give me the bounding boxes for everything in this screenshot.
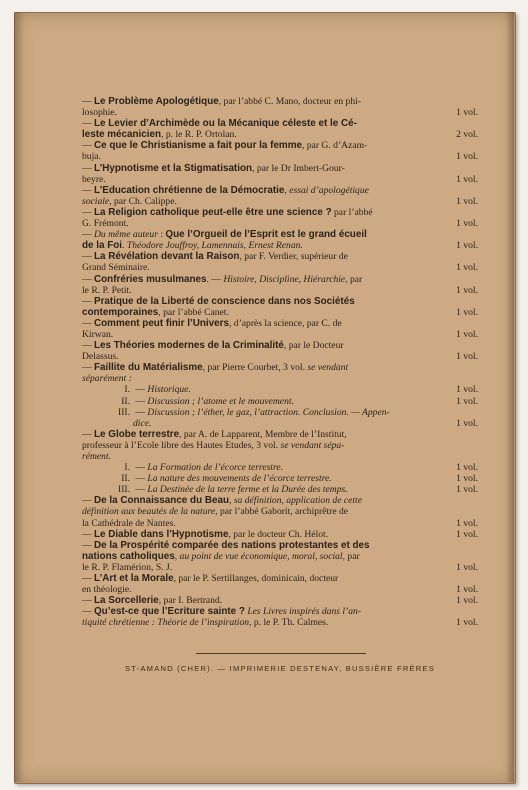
book-title: L’Art et la Morale xyxy=(94,573,174,585)
catalogue-line xyxy=(82,362,478,373)
book-title: Qu’est-ce que l’Ecriture sainte ? xyxy=(94,606,245,618)
catalogue-line xyxy=(82,540,478,551)
volume-count: 1 vol. xyxy=(456,107,478,119)
text-segment: — xyxy=(82,528,94,540)
catalogue-line xyxy=(82,429,478,440)
catalogue-line xyxy=(82,495,478,506)
book-title: La Sorcellerie xyxy=(94,595,159,607)
text-segment: — xyxy=(133,473,148,485)
catalogue-line xyxy=(82,562,478,573)
text-segment: — xyxy=(133,395,148,407)
catalogue-line xyxy=(82,506,478,517)
catalogue-line xyxy=(82,262,478,273)
catalogue-line xyxy=(82,551,478,562)
book-title: Le Diable dans l’Hypnotisme xyxy=(94,528,229,540)
author-text: , xyxy=(284,184,290,196)
catalogue-line xyxy=(82,462,478,473)
book-title: Le Problème Apologétique xyxy=(94,96,219,107)
volume-count: 1 vol. xyxy=(456,395,478,407)
printer-imprint: ST-AMAND (CHER). — IMPRIMERIE DESTENAY, BUSSIÈRE FRÈRES xyxy=(124,664,436,673)
author-text: , d’après la science, par C. de xyxy=(228,317,342,329)
italic-text: rément. xyxy=(82,451,112,462)
text-segment: — xyxy=(82,340,94,352)
text-segment: — xyxy=(82,273,94,285)
text-segment: — xyxy=(82,317,94,329)
catalogue-line xyxy=(82,384,478,395)
text-segment: — xyxy=(82,162,94,174)
volume-count: 1 vol. xyxy=(456,240,478,252)
italic-text: dice. xyxy=(133,417,152,429)
catalogue-line xyxy=(82,418,478,429)
catalogue-line xyxy=(82,351,478,362)
author-text: , par le Docteur xyxy=(283,340,344,352)
book-title: Le Globe terrestre xyxy=(94,428,180,440)
text-segment: professeur à l’Ecole libre des Hautes Etudes, 3 vol. xyxy=(82,439,281,451)
catalogue-line xyxy=(82,473,478,484)
author-text: , par G. d’Azam- xyxy=(301,140,368,152)
catalogue-line xyxy=(82,529,478,540)
book-title: Que l’Orgueil de l’Esprit est le grand écueil xyxy=(165,229,367,241)
book-title: Confréries musulmanes xyxy=(94,273,207,285)
section-number: III. xyxy=(118,406,130,418)
catalogue-line xyxy=(82,196,478,207)
book-title: Ce que le Christianisme a fait pour la femme xyxy=(94,140,302,152)
author-text: . xyxy=(122,240,127,252)
volume-count: 1 vol. xyxy=(456,173,478,185)
catalogue-line xyxy=(82,174,478,185)
text-segment: — xyxy=(82,295,94,307)
text-segment: losophie. xyxy=(82,107,117,119)
text-segment: beyre. xyxy=(82,173,106,185)
italic-text: séparément : xyxy=(82,373,132,385)
section-number: I. xyxy=(124,384,130,396)
book-title: L’Hypnotisme et la Stigmatisation xyxy=(94,162,253,174)
catalogue-line xyxy=(82,129,478,140)
italic-text: sa définition, application de cette xyxy=(233,495,362,507)
catalogue-line xyxy=(82,329,478,340)
italic-text: tiquité chrétienne : Théorie de l’inspiration xyxy=(82,617,250,629)
text-segment: — xyxy=(82,251,94,263)
italic-text: Théodore Jouffroy, Lamennais, Ernest Renan. xyxy=(126,240,303,252)
text-segment: en théologie. xyxy=(82,584,132,596)
book-title: De la Connaissance du Beau xyxy=(94,495,230,507)
author-text: . — xyxy=(206,273,224,285)
text-segment: le R. P. Petit. xyxy=(82,284,132,296)
author-text: par l’abbé xyxy=(331,206,373,218)
text-segment: — xyxy=(82,362,94,374)
catalogue-line xyxy=(82,240,478,251)
author-text: , par le P. Sertillanges, dominicain, docteur xyxy=(173,573,339,585)
italic-text: La nature des mouvements de l’écorce terrestre. xyxy=(147,473,332,485)
catalogue-line xyxy=(82,229,478,240)
catalogue-line xyxy=(82,584,478,595)
text-segment: — xyxy=(133,462,148,474)
volume-count: 1 vol. xyxy=(456,218,478,230)
text-segment: Delassus. xyxy=(82,351,119,363)
book-title: contemporaines xyxy=(82,306,159,318)
section-number: I. xyxy=(124,462,130,474)
text-segment: — xyxy=(82,206,94,218)
text-segment: — xyxy=(82,96,94,107)
volume-count: 2 vol. xyxy=(456,129,478,141)
book-title: La Religion catholique peut-elle être une science ? xyxy=(94,206,332,218)
book-title: Les Théories modernes de la Criminalité xyxy=(94,340,284,352)
catalogue-line xyxy=(82,107,478,118)
author-text: , par A. de Lapparent, Membre de l’Institut, xyxy=(179,428,347,440)
volume-count: 1 vol. xyxy=(456,262,478,274)
author-text: , par xyxy=(342,550,360,562)
text-segment: — xyxy=(133,406,148,418)
volume-count: 1 vol. xyxy=(456,306,478,318)
section-number: III. xyxy=(118,484,130,496)
volume-count: 1 vol. xyxy=(456,473,478,485)
catalogue-line xyxy=(82,451,478,462)
author-text: , par l’abbé Canet. xyxy=(158,306,229,318)
author-text: , par l’abbé C. Mano, docteur en phi- xyxy=(218,96,361,107)
author-text: : xyxy=(157,229,166,241)
catalogue-line xyxy=(82,573,478,584)
catalogue-line xyxy=(82,118,478,129)
italic-text: se vendant sépa- xyxy=(280,439,345,451)
spine-shadow xyxy=(14,12,24,782)
text-segment: — xyxy=(82,229,94,241)
volume-count: 1 vol. xyxy=(456,595,478,607)
volume-count: 1 vol. xyxy=(456,284,478,296)
text-segment: — xyxy=(82,140,94,152)
italic-text: Les Livres inspirés dans l’an- xyxy=(247,606,362,618)
author-text: , par le Dr Imbert-Gour- xyxy=(252,162,345,174)
cover-edge xyxy=(505,12,514,782)
book-title: La Révélation devant la Raison xyxy=(94,251,240,263)
italic-text: Historique. xyxy=(147,384,191,396)
author-text: , par F. Verdier, supérieur de xyxy=(239,251,348,263)
catalogue-line xyxy=(82,407,478,418)
catalogue-line xyxy=(82,285,478,296)
text-segment: — xyxy=(133,484,148,496)
book-title: De la Prospérité comparée des nations protestantes et des xyxy=(94,539,370,551)
text-segment: le R. P. Flamérion, S. J. xyxy=(82,561,173,573)
catalogue-line xyxy=(82,595,478,606)
italic-text: se vendant xyxy=(307,362,349,374)
author-text: , p. le R. P. Ortolan. xyxy=(161,129,237,141)
italic-text: sociale xyxy=(82,195,110,207)
text-segment: Grand Séminaire. xyxy=(82,262,150,274)
italic-text: Histoire, Discipline, Hiérarchie xyxy=(223,273,346,285)
text-segment: Kirwan. xyxy=(82,328,114,340)
volume-count: 1 vol. xyxy=(456,517,478,529)
author-text: , par Ch. Calippe. xyxy=(109,195,177,207)
author-text: , par xyxy=(345,273,363,285)
section-number: II. xyxy=(121,473,130,485)
catalogue-line xyxy=(82,251,478,262)
catalogue-line xyxy=(82,185,478,196)
italic-text: La Destinée de la terre ferme et la Durée des temps. xyxy=(147,484,348,496)
book-title: Comment peut finir l’Univers xyxy=(94,317,229,329)
text-segment: G. Frémont. xyxy=(82,218,129,230)
volume-count: 1 vol. xyxy=(456,351,478,363)
volume-count: 1 vol. xyxy=(456,328,478,340)
italic-text: essai d’apologétique xyxy=(289,184,369,196)
italic-text: au point de vue économique, moral, social xyxy=(179,550,343,562)
publisher-book-list xyxy=(82,96,478,629)
author-text: , par I. Bertrand. xyxy=(158,595,223,607)
catalogue-line xyxy=(82,96,478,107)
volume-count: 1 vol. xyxy=(456,484,478,496)
author-text: , par Pierre Courbet, 3 vol. xyxy=(202,362,308,374)
text-segment: buja. xyxy=(82,151,101,163)
volume-count: 1 vol. xyxy=(456,462,478,474)
text-segment: — xyxy=(82,539,94,551)
catalogue-line xyxy=(82,373,478,384)
text-segment: la Cathédrale de Nantes. xyxy=(82,517,176,529)
catalogue-line xyxy=(82,440,478,451)
volume-count: 1 vol. xyxy=(456,417,478,429)
catalogue-line xyxy=(82,207,478,218)
catalogue-line xyxy=(82,296,478,307)
italic-text: définition aux beautés de la nature xyxy=(82,506,216,518)
catalogue-line xyxy=(82,151,478,162)
text-segment: — xyxy=(82,428,94,440)
catalogue-line xyxy=(82,606,478,617)
author-text: , p. le P. Th. Calmes. xyxy=(249,617,329,629)
catalogue-line xyxy=(82,617,478,628)
text-segment: — xyxy=(82,573,94,585)
book-title: Le Levier d’Archimède ou la Mécanique céleste et le Cé- xyxy=(94,118,357,130)
catalogue-line xyxy=(82,140,478,151)
volume-count: 1 vol. xyxy=(456,384,478,396)
text-segment: — xyxy=(82,606,94,618)
book-title: Faillite du Matérialisme xyxy=(94,362,203,374)
author-text: , xyxy=(174,550,180,562)
text-segment: — xyxy=(133,384,148,396)
book-title: leste mécanicien xyxy=(82,129,162,141)
volume-count: 1 vol. xyxy=(456,617,478,629)
text-segment: — xyxy=(82,495,94,507)
italic-text: Discussion ; l’éther, le gaz, l’attraction. Conclusion. — Appen- xyxy=(147,406,390,418)
text-segment: — xyxy=(82,184,94,196)
catalogue-line xyxy=(82,484,478,495)
catalogue-line xyxy=(82,396,478,407)
catalogue-line xyxy=(82,518,478,529)
author-text: , xyxy=(229,495,234,507)
catalogue-line xyxy=(82,163,478,174)
volume-count: 1 vol. xyxy=(456,528,478,540)
catalogue-line xyxy=(82,318,478,329)
volume-count: 1 vol. xyxy=(456,584,478,596)
book-title: Pratique de la Liberté de conscience dans nos Sociétés xyxy=(94,295,355,307)
italic-text: Du même auteur xyxy=(94,229,158,241)
volume-count: 1 vol. xyxy=(456,561,478,573)
volume-count: 1 vol. xyxy=(456,151,478,163)
text-segment: — xyxy=(82,595,94,607)
italic-text: Discussion ; l’atome et le mouvement. xyxy=(147,395,294,407)
catalogue-line xyxy=(82,274,478,285)
catalogue-line xyxy=(82,218,478,229)
catalogue-line xyxy=(82,340,478,351)
author-text: , par le docteur Ch. Hélot. xyxy=(228,528,329,540)
book-title: nations catholiques xyxy=(82,550,175,562)
volume-count: 1 vol. xyxy=(456,195,478,207)
catalogue-line xyxy=(82,307,478,318)
author-text: , par l’abbé Gaborit, archiprêtre de xyxy=(215,506,349,518)
text-segment: — xyxy=(82,118,94,130)
book-title: L’Education chrétienne de la Démocratie xyxy=(94,184,285,196)
italic-text: La Formation de l’écorce terrestre. xyxy=(147,462,284,474)
section-number: II. xyxy=(121,395,130,407)
book-title: de la Foi xyxy=(82,240,123,252)
divider-rule xyxy=(196,653,366,654)
